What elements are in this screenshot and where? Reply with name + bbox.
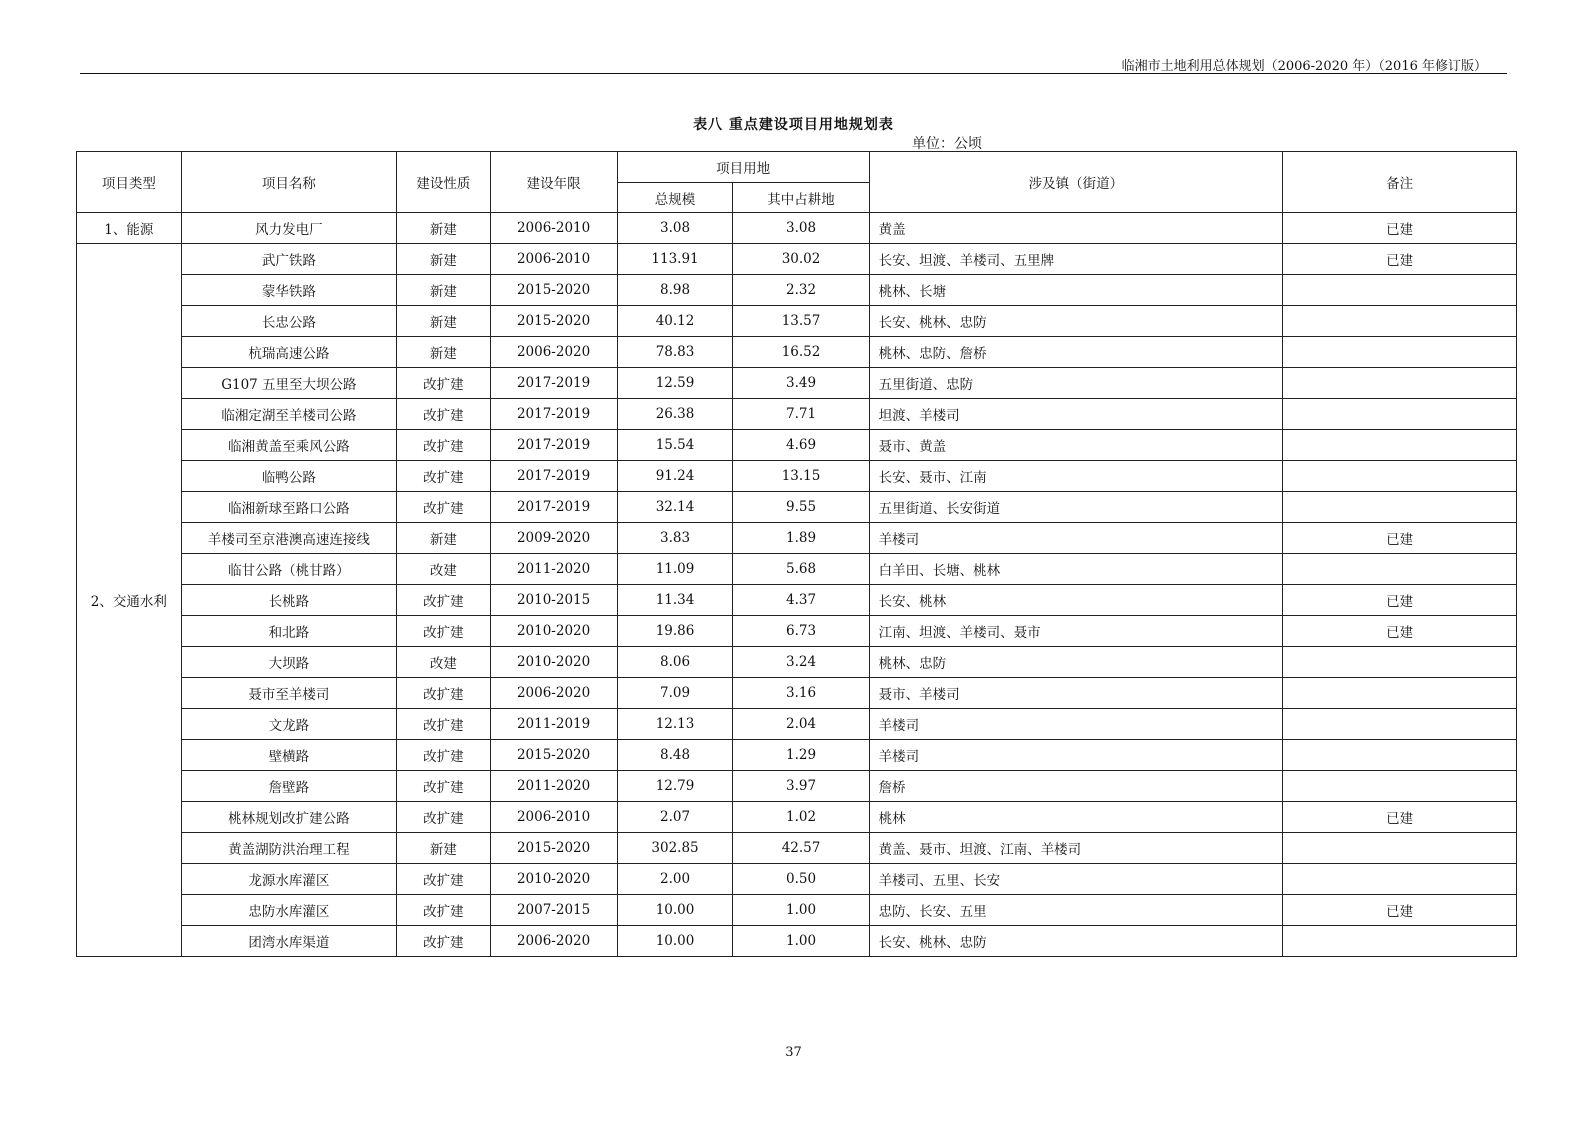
towns-cell: 长安、桃林、忠防 bbox=[869, 926, 1283, 957]
table-row bbox=[77, 802, 1517, 833]
remark-cell bbox=[1283, 399, 1517, 430]
farmland-area-cell: 1.89 bbox=[733, 523, 869, 554]
table-row bbox=[77, 337, 1517, 368]
towns-cell: 桃林、忠防、詹桥 bbox=[869, 337, 1283, 368]
table-row bbox=[77, 740, 1517, 771]
towns-cell: 桃林、长塘 bbox=[869, 275, 1283, 306]
towns-cell: 坦渡、羊楼司 bbox=[869, 399, 1283, 430]
farmland-area-cell: 1.00 bbox=[733, 926, 869, 957]
nature-cell: 改扩建 bbox=[397, 740, 490, 771]
total-area-cell: 8.48 bbox=[617, 740, 733, 771]
project-name-cell: 詹壁路 bbox=[181, 771, 396, 802]
column-header-nature: 建设性质 bbox=[397, 152, 490, 213]
farmland-area-cell: 3.97 bbox=[733, 771, 869, 802]
remark-cell bbox=[1283, 926, 1517, 957]
table-row bbox=[77, 678, 1517, 709]
total-area-cell: 12.59 bbox=[617, 368, 733, 399]
table-row bbox=[77, 554, 1517, 585]
project-type-cell: 2、交通水利 bbox=[77, 244, 182, 957]
project-name-cell: 大坝路 bbox=[181, 647, 396, 678]
table-row bbox=[77, 895, 1517, 926]
farmland-area-cell: 13.57 bbox=[733, 306, 869, 337]
farmland-area-cell: 4.69 bbox=[733, 430, 869, 461]
farmland-area-cell: 1.00 bbox=[733, 895, 869, 926]
period-cell: 2011-2020 bbox=[490, 771, 617, 802]
period-cell: 2010-2020 bbox=[490, 647, 617, 678]
remark-cell bbox=[1283, 337, 1517, 368]
farmland-area-cell: 6.73 bbox=[733, 616, 869, 647]
towns-cell: 五里街道、长安街道 bbox=[869, 492, 1283, 523]
table-row bbox=[77, 864, 1517, 895]
nature-cell: 改扩建 bbox=[397, 771, 490, 802]
towns-cell: 五里街道、忠防 bbox=[869, 368, 1283, 399]
remark-cell: 已建 bbox=[1283, 895, 1517, 926]
towns-cell: 聂市、羊楼司 bbox=[869, 678, 1283, 709]
remark-cell bbox=[1283, 740, 1517, 771]
nature-cell: 改扩建 bbox=[397, 864, 490, 895]
total-area-cell: 32.14 bbox=[617, 492, 733, 523]
total-area-cell: 11.34 bbox=[617, 585, 733, 616]
project-name-cell: 临甘公路（桃甘路） bbox=[181, 554, 396, 585]
table-row bbox=[77, 523, 1517, 554]
farmland-area-cell: 3.08 bbox=[733, 213, 869, 244]
towns-cell: 黄盖 bbox=[869, 213, 1283, 244]
table-row bbox=[77, 430, 1517, 461]
table-row bbox=[77, 461, 1517, 492]
towns-cell: 长安、聂市、江南 bbox=[869, 461, 1283, 492]
nature-cell: 改扩建 bbox=[397, 926, 490, 957]
total-area-cell: 10.00 bbox=[617, 895, 733, 926]
running-header: 临湘市土地利用总体规划（2006-2020 年）（2016 年修订版） bbox=[1121, 59, 1487, 74]
nature-cell: 新建 bbox=[397, 523, 490, 554]
table-row bbox=[77, 585, 1517, 616]
period-cell: 2015-2020 bbox=[490, 740, 617, 771]
column-header-name: 项目名称 bbox=[181, 152, 396, 213]
total-area-cell: 40.12 bbox=[617, 306, 733, 337]
total-area-cell: 15.54 bbox=[617, 430, 733, 461]
period-cell: 2007-2015 bbox=[490, 895, 617, 926]
nature-cell: 改建 bbox=[397, 647, 490, 678]
farmland-area-cell: 42.57 bbox=[733, 833, 869, 864]
table-row bbox=[77, 368, 1517, 399]
project-name-cell: G107 五里至大坝公路 bbox=[181, 368, 396, 399]
remark-cell bbox=[1283, 554, 1517, 585]
total-area-cell: 302.85 bbox=[617, 833, 733, 864]
column-header-towns: 涉及镇（街道） bbox=[869, 152, 1283, 213]
project-name-cell: 杭瑞高速公路 bbox=[181, 337, 396, 368]
remark-cell bbox=[1283, 771, 1517, 802]
remark-cell bbox=[1283, 709, 1517, 740]
period-cell: 2017-2019 bbox=[490, 399, 617, 430]
table-row bbox=[77, 647, 1517, 678]
remark-cell bbox=[1283, 275, 1517, 306]
project-name-cell: 长桃路 bbox=[181, 585, 396, 616]
remark-cell bbox=[1283, 833, 1517, 864]
table-row bbox=[77, 709, 1517, 740]
remark-cell: 已建 bbox=[1283, 802, 1517, 833]
period-cell: 2011-2020 bbox=[490, 554, 617, 585]
period-cell: 2017-2019 bbox=[490, 368, 617, 399]
project-name-cell: 羊楼司至京港澳高速连接线 bbox=[181, 523, 396, 554]
total-area-cell: 91.24 bbox=[617, 461, 733, 492]
table-title: 表八 重点建设项目用地规划表 bbox=[693, 117, 894, 133]
project-name-cell: 龙源水库灌区 bbox=[181, 864, 396, 895]
page-number: 37 bbox=[785, 1045, 802, 1060]
nature-cell: 改扩建 bbox=[397, 368, 490, 399]
table-body bbox=[77, 213, 1517, 957]
farmland-area-cell: 3.24 bbox=[733, 647, 869, 678]
towns-cell: 长安、桃林 bbox=[869, 585, 1283, 616]
nature-cell: 新建 bbox=[397, 275, 490, 306]
project-name-cell: 聂市至羊楼司 bbox=[181, 678, 396, 709]
period-cell: 2015-2020 bbox=[490, 306, 617, 337]
period-cell: 2009-2020 bbox=[490, 523, 617, 554]
total-area-cell: 11.09 bbox=[617, 554, 733, 585]
total-area-cell: 26.38 bbox=[617, 399, 733, 430]
table-row bbox=[77, 306, 1517, 337]
project-name-cell: 团湾水库渠道 bbox=[181, 926, 396, 957]
period-cell: 2015-2020 bbox=[490, 275, 617, 306]
farmland-area-cell: 7.71 bbox=[733, 399, 869, 430]
total-area-cell: 10.00 bbox=[617, 926, 733, 957]
project-name-cell: 忠防水库灌区 bbox=[181, 895, 396, 926]
towns-cell: 桃林 bbox=[869, 802, 1283, 833]
column-header-land-group: 项目用地 bbox=[617, 152, 869, 183]
total-area-cell: 19.86 bbox=[617, 616, 733, 647]
nature-cell: 改扩建 bbox=[397, 430, 490, 461]
table-row bbox=[77, 244, 1517, 275]
remark-cell: 已建 bbox=[1283, 585, 1517, 616]
remark-cell bbox=[1283, 368, 1517, 399]
period-cell: 2010-2015 bbox=[490, 585, 617, 616]
remark-cell bbox=[1283, 864, 1517, 895]
farmland-area-cell: 1.29 bbox=[733, 740, 869, 771]
project-name-cell: 和北路 bbox=[181, 616, 396, 647]
towns-cell: 羊楼司 bbox=[869, 709, 1283, 740]
towns-cell: 黄盖、聂市、坦渡、江南、羊楼司 bbox=[869, 833, 1283, 864]
farmland-area-cell: 16.52 bbox=[733, 337, 869, 368]
nature-cell: 改扩建 bbox=[397, 895, 490, 926]
header-rule bbox=[80, 73, 1507, 74]
farmland-area-cell: 2.32 bbox=[733, 275, 869, 306]
project-name-cell: 蒙华铁路 bbox=[181, 275, 396, 306]
farmland-area-cell: 9.55 bbox=[733, 492, 869, 523]
towns-cell: 白羊田、长塘、桃林 bbox=[869, 554, 1283, 585]
period-cell: 2017-2019 bbox=[490, 492, 617, 523]
towns-cell: 长安、坦渡、羊楼司、五里牌 bbox=[869, 244, 1283, 275]
column-header-period: 建设年限 bbox=[490, 152, 617, 213]
nature-cell: 改扩建 bbox=[397, 492, 490, 523]
header-row bbox=[77, 152, 1517, 183]
farmland-area-cell: 3.16 bbox=[733, 678, 869, 709]
towns-cell: 忠防、长安、五里 bbox=[869, 895, 1283, 926]
table-row bbox=[77, 771, 1517, 802]
total-area-cell: 8.06 bbox=[617, 647, 733, 678]
column-header-total: 总规模 bbox=[617, 183, 733, 213]
period-cell: 2010-2020 bbox=[490, 864, 617, 895]
land-use-table bbox=[76, 151, 1517, 957]
towns-cell: 长安、桃林、忠防 bbox=[869, 306, 1283, 337]
towns-cell: 羊楼司、五里、长安 bbox=[869, 864, 1283, 895]
table-row bbox=[77, 213, 1517, 244]
column-header-type: 项目类型 bbox=[77, 152, 182, 213]
nature-cell: 新建 bbox=[397, 213, 490, 244]
remark-cell bbox=[1283, 647, 1517, 678]
table-row bbox=[77, 926, 1517, 957]
project-name-cell: 黄盖湖防洪治理工程 bbox=[181, 833, 396, 864]
period-cell: 2006-2010 bbox=[490, 213, 617, 244]
total-area-cell: 7.09 bbox=[617, 678, 733, 709]
column-header-remark: 备注 bbox=[1283, 152, 1517, 213]
remark-cell bbox=[1283, 306, 1517, 337]
table-row bbox=[77, 833, 1517, 864]
farmland-area-cell: 3.49 bbox=[733, 368, 869, 399]
table-row bbox=[77, 492, 1517, 523]
farmland-area-cell: 4.37 bbox=[733, 585, 869, 616]
unit-label: 单位：公顷 bbox=[912, 136, 982, 152]
table-row bbox=[77, 616, 1517, 647]
project-type-cell: 1、能源 bbox=[77, 213, 182, 244]
total-area-cell: 78.83 bbox=[617, 337, 733, 368]
period-cell: 2017-2019 bbox=[490, 430, 617, 461]
remark-cell bbox=[1283, 678, 1517, 709]
column-header-farmland: 其中占耕地 bbox=[733, 183, 869, 213]
period-cell: 2006-2010 bbox=[490, 244, 617, 275]
total-area-cell: 2.07 bbox=[617, 802, 733, 833]
table-row bbox=[77, 399, 1517, 430]
total-area-cell: 3.08 bbox=[617, 213, 733, 244]
period-cell: 2006-2010 bbox=[490, 802, 617, 833]
nature-cell: 新建 bbox=[397, 306, 490, 337]
period-cell: 2017-2019 bbox=[490, 461, 617, 492]
farmland-area-cell: 0.50 bbox=[733, 864, 869, 895]
towns-cell: 羊楼司 bbox=[869, 523, 1283, 554]
table-row bbox=[77, 275, 1517, 306]
remark-cell: 已建 bbox=[1283, 616, 1517, 647]
farmland-area-cell: 2.04 bbox=[733, 709, 869, 740]
remark-cell: 已建 bbox=[1283, 244, 1517, 275]
nature-cell: 改扩建 bbox=[397, 461, 490, 492]
nature-cell: 新建 bbox=[397, 833, 490, 864]
remark-cell: 已建 bbox=[1283, 213, 1517, 244]
towns-cell: 聂市、黄盖 bbox=[869, 430, 1283, 461]
nature-cell: 改扩建 bbox=[397, 399, 490, 430]
project-name-cell: 壁横路 bbox=[181, 740, 396, 771]
period-cell: 2015-2020 bbox=[490, 833, 617, 864]
project-name-cell: 临湘新球至路口公路 bbox=[181, 492, 396, 523]
total-area-cell: 12.79 bbox=[617, 771, 733, 802]
project-name-cell: 长忠公路 bbox=[181, 306, 396, 337]
project-name-cell: 武广铁路 bbox=[181, 244, 396, 275]
total-area-cell: 12.13 bbox=[617, 709, 733, 740]
nature-cell: 改扩建 bbox=[397, 585, 490, 616]
towns-cell: 羊楼司 bbox=[869, 740, 1283, 771]
towns-cell: 桃林、忠防 bbox=[869, 647, 1283, 678]
farmland-area-cell: 30.02 bbox=[733, 244, 869, 275]
remark-cell bbox=[1283, 430, 1517, 461]
project-name-cell: 临湘定湖至羊楼司公路 bbox=[181, 399, 396, 430]
total-area-cell: 8.98 bbox=[617, 275, 733, 306]
period-cell: 2006-2020 bbox=[490, 926, 617, 957]
nature-cell: 改扩建 bbox=[397, 678, 490, 709]
nature-cell: 改扩建 bbox=[397, 709, 490, 740]
remark-cell bbox=[1283, 461, 1517, 492]
remark-cell bbox=[1283, 492, 1517, 523]
farmland-area-cell: 13.15 bbox=[733, 461, 869, 492]
project-name-cell: 临湘黄盖至乘风公路 bbox=[181, 430, 396, 461]
total-area-cell: 2.00 bbox=[617, 864, 733, 895]
period-cell: 2006-2020 bbox=[490, 678, 617, 709]
remark-cell: 已建 bbox=[1283, 523, 1517, 554]
project-name-cell: 临鸭公路 bbox=[181, 461, 396, 492]
period-cell: 2006-2020 bbox=[490, 337, 617, 368]
total-area-cell: 113.91 bbox=[617, 244, 733, 275]
nature-cell: 新建 bbox=[397, 337, 490, 368]
nature-cell: 改扩建 bbox=[397, 616, 490, 647]
nature-cell: 新建 bbox=[397, 244, 490, 275]
nature-cell: 改建 bbox=[397, 554, 490, 585]
towns-cell: 詹桥 bbox=[869, 771, 1283, 802]
period-cell: 2011-2019 bbox=[490, 709, 617, 740]
towns-cell: 江南、坦渡、羊楼司、聂市 bbox=[869, 616, 1283, 647]
project-name-cell: 桃林规划改扩建公路 bbox=[181, 802, 396, 833]
total-area-cell: 3.83 bbox=[617, 523, 733, 554]
nature-cell: 改扩建 bbox=[397, 802, 490, 833]
farmland-area-cell: 1.02 bbox=[733, 802, 869, 833]
project-name-cell: 风力发电厂 bbox=[181, 213, 396, 244]
project-name-cell: 文龙路 bbox=[181, 709, 396, 740]
farmland-area-cell: 5.68 bbox=[733, 554, 869, 585]
period-cell: 2010-2020 bbox=[490, 616, 617, 647]
